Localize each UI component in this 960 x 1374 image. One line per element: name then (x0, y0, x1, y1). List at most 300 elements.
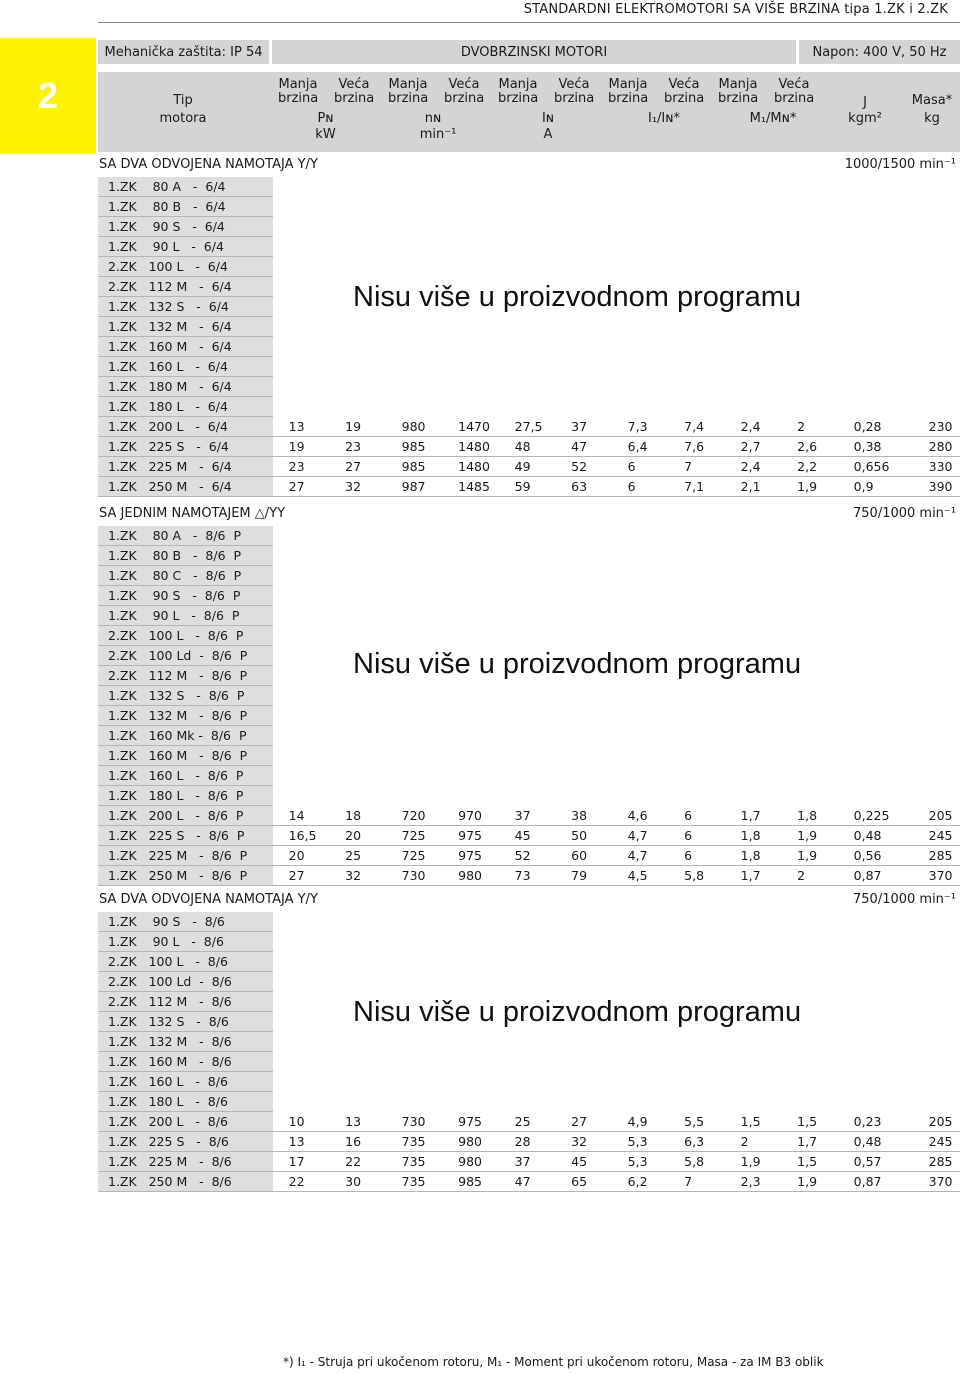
motor-type: 1.ZK 80 A - 8/6 P (98, 526, 273, 546)
discontinued-cell (273, 1032, 960, 1052)
value-cell: 32 (555, 1132, 612, 1152)
motor-type: 1.ZK 250 M - 8/6 (98, 1172, 273, 1192)
value-cell: 205 (913, 806, 960, 826)
discontinued-cell (273, 686, 960, 706)
motor-type: 1.ZK 132 S - 8/6 (98, 1012, 273, 1032)
motor-type: 1.ZK 225 M - 8/6 P (98, 846, 273, 866)
motor-type: 2.ZK 100 L - 8/6 (98, 952, 273, 972)
header-manja: Manja (718, 77, 758, 92)
table-row (98, 237, 960, 257)
discontinued-cell (273, 526, 960, 546)
header-manja: Manja (498, 77, 538, 92)
value-cell: 47 (499, 1172, 556, 1192)
discontinued-cell (273, 726, 960, 746)
value-cell: 27,5 (499, 417, 556, 437)
value-cell: 2,6 (781, 437, 838, 457)
value-cell: 27 (329, 457, 386, 477)
value-cell: 735 (386, 1152, 443, 1172)
value-cell: 230 (913, 417, 960, 437)
value-cell: 1485 (442, 477, 499, 497)
value-cell: 0,48 (838, 826, 913, 846)
table-row (98, 932, 960, 952)
value-cell: 19 (329, 417, 386, 437)
discontinued-cell (273, 1072, 960, 1092)
motor-type: 1.ZK 250 M - 8/6 P (98, 866, 273, 886)
discontinued-cell (273, 377, 960, 397)
value-cell: 37 (555, 417, 612, 437)
table-row (98, 826, 960, 846)
motor-type: 1.ZK 225 S - 6/4 (98, 437, 273, 457)
motor-type: 2.ZK 100 L - 8/6 P (98, 626, 273, 646)
table-row (98, 177, 960, 197)
value-cell: 4,6 (612, 806, 669, 826)
value-cell: 2,3 (725, 1172, 782, 1192)
header-j: J (863, 95, 867, 110)
section-2-title: SA JEDNIM NAMOTAJEM △/YY (99, 506, 286, 521)
header-brzina: brzina (444, 91, 485, 106)
value-cell: 4,7 (612, 826, 669, 846)
table-row (98, 437, 960, 457)
motor-type: 1.ZK 80 C - 8/6 P (98, 566, 273, 586)
motor-type: 2.ZK 100 L - 6/4 (98, 257, 273, 277)
value-cell: 980 (386, 417, 443, 437)
discontinued-cell (273, 786, 960, 806)
value-cell: 7,3 (612, 417, 669, 437)
table-row (98, 1032, 960, 1052)
value-cell: 205 (913, 1112, 960, 1132)
header-in: Iɴ (541, 111, 555, 126)
value-cell: 1,9 (781, 826, 838, 846)
value-cell: 1,5 (781, 1152, 838, 1172)
table-row (98, 786, 960, 806)
motor-type: 1.ZK 132 M - 8/6 (98, 1032, 273, 1052)
header-veca: Veća (778, 77, 810, 92)
value-cell: 1,7 (781, 1132, 838, 1152)
motor-type: 1.ZK 132 S - 6/4 (98, 297, 273, 317)
discontinued-cell (273, 257, 960, 277)
table-row (98, 317, 960, 337)
motor-type: 1.ZK 225 M - 8/6 (98, 1152, 273, 1172)
motor-type: 1.ZK 132 S - 8/6 P (98, 686, 273, 706)
motor-type: 1.ZK 250 M - 6/4 (98, 477, 273, 497)
value-cell: 16,5 (273, 826, 330, 846)
value-cell: 5,3 (612, 1152, 669, 1172)
value-cell: 2,4 (725, 417, 782, 437)
motor-type: 1.ZK 225 S - 8/6 P (98, 826, 273, 846)
value-cell: 975 (442, 846, 499, 866)
value-cell: 1,7 (725, 866, 782, 886)
value-cell: 980 (442, 866, 499, 886)
motor-type: 1.ZK 160 L - 8/6 P (98, 766, 273, 786)
value-cell: 5,8 (668, 866, 725, 886)
motor-type: 1.ZK 80 A - 6/4 (98, 177, 273, 197)
motor-type: 1.ZK 90 S - 6/4 (98, 217, 273, 237)
header-brzina: brzina (664, 91, 705, 106)
motor-type: 1.ZK 160 M - 8/6 (98, 1052, 273, 1072)
table-row (98, 626, 960, 646)
motor-type: 1.ZK 180 L - 6/4 (98, 397, 273, 417)
header-brzina: brzina (388, 91, 429, 106)
header-manja: Manja (278, 77, 318, 92)
table-row (98, 686, 960, 706)
value-cell: 32 (329, 866, 386, 886)
motor-type: 1.ZK 160 L - 6/4 (98, 357, 273, 377)
value-cell: 1,9 (781, 1172, 838, 1192)
value-cell: 720 (386, 806, 443, 826)
table-row (98, 746, 960, 766)
table-row (98, 1152, 960, 1172)
discontinued-cell (273, 746, 960, 766)
section-3-title: SA DVA ODVOJENA NAMOTAJA Y/Y (99, 892, 318, 907)
discontinued-cell (273, 1092, 960, 1112)
header-tip: Tip (173, 93, 193, 108)
value-cell: 280 (913, 437, 960, 457)
discontinued-cell (273, 237, 960, 257)
motor-type: 1.ZK 225 M - 6/4 (98, 457, 273, 477)
value-cell: 245 (913, 1132, 960, 1152)
section-1-table (98, 177, 960, 497)
value-cell: 985 (386, 457, 443, 477)
value-cell: 4,5 (612, 866, 669, 886)
value-cell: 245 (913, 826, 960, 846)
motor-type: 1.ZK 90 S - 8/6 (98, 912, 273, 932)
value-cell: 1480 (442, 457, 499, 477)
table-row (98, 566, 960, 586)
value-cell: 1,8 (725, 846, 782, 866)
value-cell: 2,4 (725, 457, 782, 477)
value-cell: 985 (442, 1172, 499, 1192)
value-cell: 2,1 (725, 477, 782, 497)
discontinued-cell (273, 546, 960, 566)
motor-type: 1.ZK 90 L - 6/4 (98, 237, 273, 257)
value-cell: 985 (386, 437, 443, 457)
discontinued-cell (273, 357, 960, 377)
discontinued-cell (273, 626, 960, 646)
value-cell: 7,4 (668, 417, 725, 437)
motor-type: 1.ZK 132 M - 6/4 (98, 317, 273, 337)
value-cell: 73 (499, 866, 556, 886)
table-row (98, 417, 960, 437)
value-cell: 16 (329, 1132, 386, 1152)
header-brzina: brzina (554, 91, 595, 106)
discontinued-cell (273, 217, 960, 237)
value-cell: 6,4 (612, 437, 669, 457)
value-cell: 6 (668, 826, 725, 846)
section-3-notice: Nisu više u proizvodnom programu (353, 996, 802, 1028)
header-masa: Masa* (911, 93, 953, 108)
motor-type: 1.ZK 160 M - 8/6 P (98, 746, 273, 766)
motor-type: 1.ZK 180 L - 8/6 (98, 1092, 273, 1112)
table-row (98, 546, 960, 566)
value-cell: 7,6 (668, 437, 725, 457)
voltage-label: Napon: 400 V, 50 Hz (799, 40, 960, 64)
motor-type: 1.ZK 200 L - 8/6 P (98, 806, 273, 826)
motor-type: 1.ZK 160 M - 6/4 (98, 337, 273, 357)
value-cell: 30 (329, 1172, 386, 1192)
value-cell: 45 (555, 1152, 612, 1172)
motor-type: 1.ZK 200 L - 6/4 (98, 417, 273, 437)
value-cell: 28 (499, 1132, 556, 1152)
value-cell: 7 (668, 1172, 725, 1192)
table-row (98, 806, 960, 826)
motor-type: 1.ZK 160 L - 8/6 (98, 1072, 273, 1092)
value-cell: 1,8 (725, 826, 782, 846)
value-cell: 5,5 (668, 1112, 725, 1132)
motor-type: 1.ZK 80 B - 6/4 (98, 197, 273, 217)
value-cell: 6 (668, 806, 725, 826)
header-i1in: I₁/Iɴ* (648, 111, 680, 126)
table-row (98, 1132, 960, 1152)
value-cell: 14 (273, 806, 330, 826)
header-brzina: brzina (278, 91, 319, 106)
motor-type: 2.ZK 112 M - 6/4 (98, 277, 273, 297)
motor-type: 2.ZK 112 M - 8/6 P (98, 666, 273, 686)
value-cell: 390 (913, 477, 960, 497)
discontinued-cell (273, 177, 960, 197)
value-cell: 27 (273, 477, 330, 497)
table-row (98, 457, 960, 477)
header-j-unit: kgm² (848, 111, 882, 126)
value-cell: 7 (668, 457, 725, 477)
value-cell: 25 (329, 846, 386, 866)
motors-label: DVOBRZINSKI MOTORI (272, 40, 796, 64)
section-1-speed: 1000/1500 min⁻¹ (844, 157, 956, 172)
value-cell: 17 (273, 1152, 330, 1172)
value-cell: 0,28 (838, 417, 913, 437)
table-row (98, 766, 960, 786)
value-cell: 5,3 (612, 1132, 669, 1152)
table-row (98, 477, 960, 497)
header-pn: Pɴ (317, 111, 334, 126)
value-cell: 37 (499, 806, 556, 826)
value-cell: 725 (386, 846, 443, 866)
table-row (98, 912, 960, 932)
value-cell: 1470 (442, 417, 499, 437)
table-row (98, 846, 960, 866)
value-cell: 0,38 (838, 437, 913, 457)
header-veca: Veća (338, 77, 370, 92)
discontinued-cell (273, 1052, 960, 1072)
header-motora: motora (159, 111, 207, 126)
header-veca: Veća (668, 77, 700, 92)
discontinued-cell (273, 317, 960, 337)
discontinued-cell (273, 932, 960, 952)
header-brzina: brzina (774, 91, 815, 106)
discontinued-cell (273, 706, 960, 726)
table-row (98, 972, 960, 992)
value-cell: 1,8 (781, 806, 838, 826)
section-2-speed: 750/1000 min⁻¹ (853, 506, 956, 521)
table-row (98, 197, 960, 217)
chapter-tab: 2 (0, 38, 96, 154)
section-1-title: SA DVA ODVOJENA NAMOTAJA Y/Y (99, 157, 318, 172)
discontinued-cell (273, 606, 960, 626)
value-cell: 0,9 (838, 477, 913, 497)
table-row (98, 257, 960, 277)
header-in-unit: A (543, 127, 553, 142)
value-cell: 19 (273, 437, 330, 457)
header-nn: nɴ (424, 111, 442, 126)
value-cell: 2 (781, 866, 838, 886)
value-cell: 5,8 (668, 1152, 725, 1172)
motor-type: 1.ZK 90 L - 8/6 (98, 932, 273, 952)
section-1-notice: Nisu više u proizvodnom programu (353, 281, 802, 313)
table-row (98, 586, 960, 606)
value-cell: 52 (555, 457, 612, 477)
header-brzina: brzina (608, 91, 649, 106)
value-cell: 0,87 (838, 1172, 913, 1192)
discontinued-cell (273, 397, 960, 417)
motor-type: 2.ZK 100 Ld - 8/6 P (98, 646, 273, 666)
motor-type: 2.ZK 100 Ld - 8/6 (98, 972, 273, 992)
value-cell: 18 (329, 806, 386, 826)
discontinued-cell (273, 952, 960, 972)
value-cell: 60 (555, 846, 612, 866)
header-m1mn: M₁/Mɴ* (749, 111, 797, 126)
value-cell: 37 (499, 1152, 556, 1172)
value-cell: 1,9 (781, 477, 838, 497)
value-cell: 980 (442, 1152, 499, 1172)
header-veca: Veća (558, 77, 590, 92)
motor-type: 1.ZK 132 M - 8/6 P (98, 706, 273, 726)
column-header (98, 72, 960, 152)
value-cell: 1,5 (725, 1112, 782, 1132)
table-row (98, 1092, 960, 1112)
discontinued-cell (273, 197, 960, 217)
document-title: STANDARDNI ELEKTROMOTORI SA VIŠE BRZINA tipa 1.ZK i 2.ZK (523, 2, 948, 17)
motor-type: 1.ZK 180 M - 6/4 (98, 377, 273, 397)
value-cell: 27 (273, 866, 330, 886)
discontinued-cell (273, 566, 960, 586)
table-row (98, 706, 960, 726)
motor-type: 1.ZK 180 L - 8/6 P (98, 786, 273, 806)
value-cell: 0,56 (838, 846, 913, 866)
value-cell: 23 (329, 437, 386, 457)
value-cell: 0,57 (838, 1152, 913, 1172)
header-brzina: brzina (334, 91, 375, 106)
protection-label: Mehanička zaštita: IP 54 (98, 40, 269, 64)
value-cell: 285 (913, 846, 960, 866)
table-row (98, 397, 960, 417)
value-cell: 65 (555, 1172, 612, 1192)
motor-type: 1.ZK 160 Mk - 8/6 P (98, 726, 273, 746)
value-cell: 22 (329, 1152, 386, 1172)
table-row (98, 726, 960, 746)
value-cell: 285 (913, 1152, 960, 1172)
value-cell: 1,7 (725, 806, 782, 826)
header-nn-unit: min⁻¹ (419, 127, 457, 142)
value-cell: 1480 (442, 437, 499, 457)
value-cell: 47 (555, 437, 612, 457)
value-cell: 13 (329, 1112, 386, 1132)
table-row (98, 866, 960, 886)
header-brzina: brzina (498, 91, 539, 106)
table-row (98, 1172, 960, 1192)
value-cell: 50 (555, 826, 612, 846)
value-cell: 2,2 (781, 457, 838, 477)
section-2-notice: Nisu više u proizvodnom programu (353, 648, 802, 680)
motor-type: 1.ZK 90 L - 8/6 P (98, 606, 273, 626)
value-cell: 725 (386, 826, 443, 846)
table-row (98, 526, 960, 546)
value-cell: 27 (555, 1112, 612, 1132)
value-cell: 6 (612, 457, 669, 477)
table-row (98, 217, 960, 237)
section-3-speed: 750/1000 min⁻¹ (853, 892, 956, 907)
motor-type: 1.ZK 200 L - 8/6 (98, 1112, 273, 1132)
value-cell: 6,3 (668, 1132, 725, 1152)
value-cell: 1,5 (781, 1112, 838, 1132)
value-cell: 730 (386, 866, 443, 886)
header-manja: Manja (388, 77, 428, 92)
value-cell: 1,9 (725, 1152, 782, 1172)
header-pn-unit: kW (315, 127, 336, 142)
value-cell: 0,23 (838, 1112, 913, 1132)
section-2-table (98, 526, 960, 886)
value-cell: 23 (273, 457, 330, 477)
value-cell: 987 (386, 477, 443, 497)
motor-type: 1.ZK 90 S - 8/6 P (98, 586, 273, 606)
discontinued-cell (273, 586, 960, 606)
value-cell: 730 (386, 1112, 443, 1132)
value-cell: 0,225 (838, 806, 913, 826)
value-cell: 52 (499, 846, 556, 866)
value-cell: 2 (725, 1132, 782, 1152)
value-cell: 13 (273, 1132, 330, 1152)
value-cell: 59 (499, 477, 556, 497)
value-cell: 13 (273, 417, 330, 437)
value-cell: 735 (386, 1132, 443, 1152)
table-row (98, 377, 960, 397)
value-cell: 25 (499, 1112, 556, 1132)
value-cell: 6 (612, 477, 669, 497)
value-cell: 4,7 (612, 846, 669, 866)
value-cell: 4,9 (612, 1112, 669, 1132)
value-cell: 20 (273, 846, 330, 866)
discontinued-cell (273, 337, 960, 357)
value-cell: 45 (499, 826, 556, 846)
table-row (98, 1052, 960, 1072)
value-cell: 370 (913, 1172, 960, 1192)
value-cell: 1,9 (781, 846, 838, 866)
header-brzina: brzina (718, 91, 759, 106)
motor-type: 1.ZK 225 S - 8/6 (98, 1132, 273, 1152)
value-cell: 970 (442, 806, 499, 826)
motor-type: 1.ZK 80 B - 8/6 P (98, 546, 273, 566)
value-cell: 735 (386, 1172, 443, 1192)
header-veca: Veća (448, 77, 480, 92)
value-cell: 6 (668, 846, 725, 866)
value-cell: 32 (329, 477, 386, 497)
value-cell: 48 (499, 437, 556, 457)
table-row (98, 357, 960, 377)
table-row (98, 337, 960, 357)
table-row (98, 606, 960, 626)
title-divider (98, 22, 960, 23)
value-cell: 7,1 (668, 477, 725, 497)
value-cell: 79 (555, 866, 612, 886)
value-cell: 2,7 (725, 437, 782, 457)
value-cell: 0,656 (838, 457, 913, 477)
value-cell: 975 (442, 1112, 499, 1132)
value-cell: 370 (913, 866, 960, 886)
value-cell: 22 (273, 1172, 330, 1192)
discontinued-cell (273, 766, 960, 786)
value-cell: 38 (555, 806, 612, 826)
header-manja: Manja (608, 77, 648, 92)
table-row (98, 1072, 960, 1092)
value-cell: 980 (442, 1132, 499, 1152)
